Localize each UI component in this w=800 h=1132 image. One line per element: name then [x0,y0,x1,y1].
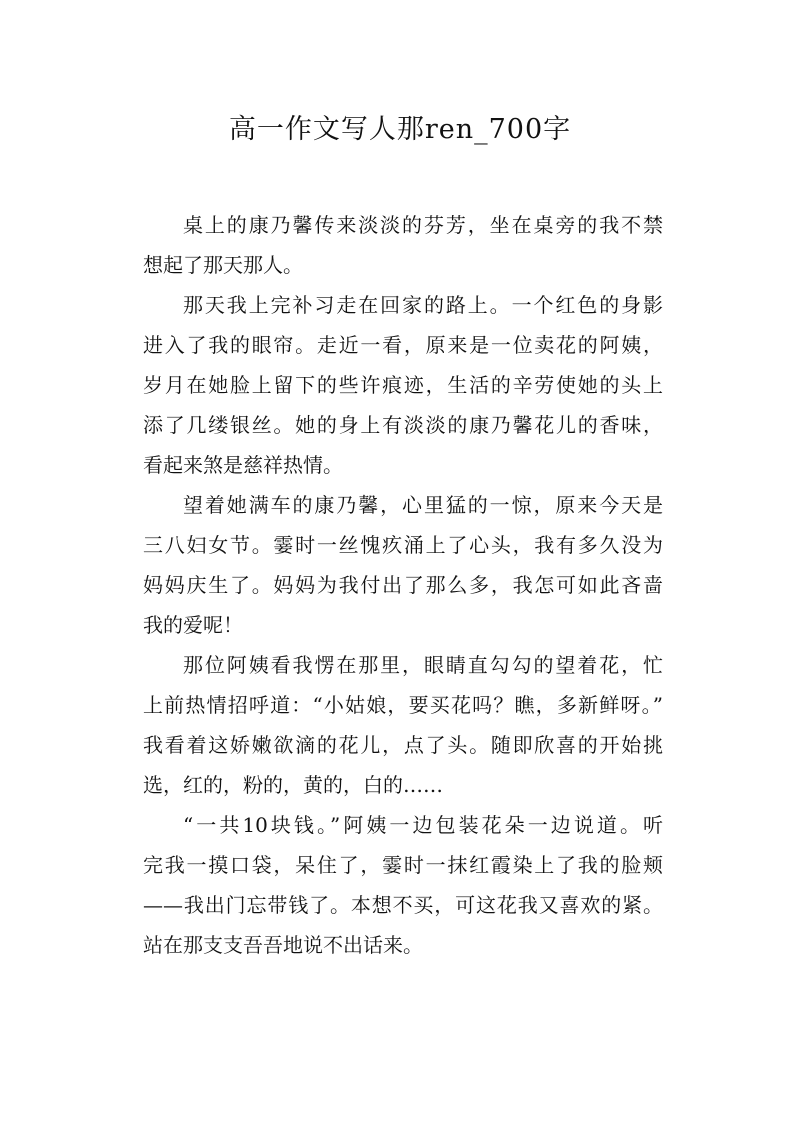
paragraph-line: 上前热情招呼道：“小姑娘，要买花吗？瞧，多新鲜呀。” [143,693,663,717]
paragraph-line: “一共10块钱。”阿姨一边包装花朵一边说道。听 [183,813,663,837]
paragraph-5 [143,805,663,965]
paragraph-line: 完我一摸口袋，呆住了，霎时一抹红霞染上了我的脸颊 [143,853,663,877]
paragraph-line: 妈妈庆生了。妈妈为我付出了那么多，我怎可如此吝啬 [143,573,663,597]
paragraph-line: 看起来煞是慈祥热情。 [143,453,343,477]
paragraph-line: 想起了那天那人。 [143,253,303,277]
paragraph-line: 选，红的，粉的，黄的，白的…… [143,773,443,797]
paragraph-3 [143,485,663,645]
paragraph-line: 那天我上完补习走在回家的路上。一个红色的身影 [183,293,663,317]
paragraph-line: 那位阿姨看我愣在那里，眼睛直勾勾的望着花，忙 [183,653,663,677]
paragraph-line: 三八妇女节。霎时一丝愧疚涌上了心头，我有多久没为 [143,533,663,557]
paragraph-line: 桌上的康乃馨传来淡淡的芬芳，坐在桌旁的我不禁 [183,213,663,237]
paragraph-line: 望着她满车的康乃馨，心里猛的一惊，原来今天是 [183,493,663,517]
paragraph-line: 站在那支支吾吾地说不出话来。 [143,933,423,957]
paragraph-1 [143,205,663,285]
paragraph-line: 进入了我的眼帘。走近一看，原来是一位卖花的阿姨， [143,333,663,357]
paragraph-line: 我的爱呢！ [143,613,243,637]
document-body [143,205,663,965]
paragraph-4 [143,645,663,805]
paragraph-line: 岁月在她脸上留下的些许痕迹，生活的辛劳使她的头上 [143,373,663,397]
paragraph-line: 添了几缕银丝。她的身上有淡淡的康乃馨花儿的香味， [143,413,663,437]
document-title: 高一作文写人那ren_700字 [228,114,572,145]
paragraph-line: 我看着这娇嫩欲滴的花儿，点了头。随即欣喜的开始挑 [143,733,663,757]
paragraph-line: ——我出门忘带钱了。本想不买，可这花我又喜欢的紧。 [143,893,663,917]
paragraph-2 [143,285,663,485]
